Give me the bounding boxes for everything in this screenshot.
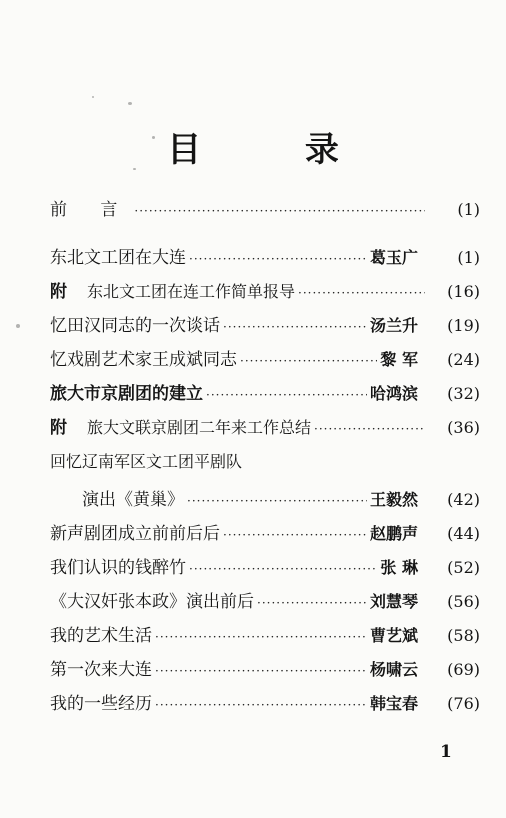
toc-entry-title: 演出《黄巢》 [82,490,184,510]
dot-leader [240,347,377,375]
dot-leader [223,313,367,341]
toc-entry-title: 我们认识的钱醉竹 [50,558,186,578]
toc-entry-author: 韩宝春 [369,694,418,713]
toc-entry-author: 赵鹏声 [369,524,418,543]
toc-entry-title: 旅大文联京剧团二年来工作总结 [87,418,312,437]
toc-entry-title: 回忆辽南军区文工团平剧队 [50,452,243,471]
toc-entry[interactable] [50,346,480,374]
dot-leader [155,691,367,719]
toc-entry-title: 东北文工团在大连 [50,248,186,268]
toc-entry-page: (58) [447,626,480,645]
toc-entry-page: (1) [457,248,480,267]
toc-entry[interactable] [50,244,480,272]
dot-leader [187,487,367,515]
toc-entry-page: (24) [447,350,480,369]
dot-leader [257,589,367,617]
toc-entry[interactable] [50,414,480,442]
toc-entry[interactable] [50,196,480,224]
toc-entry-title: 新声剧团成立前前后后 [50,524,220,544]
toc-entry[interactable] [50,554,480,582]
toc-entry-title: 忆戏剧艺术家王成斌同志 [50,350,237,370]
dot-leader [206,381,367,409]
toc-entry-title: 第一次来大连 [50,660,152,680]
toc-entry[interactable] [50,656,480,684]
dot-leader [189,555,377,583]
toc-entry-page: (56) [447,592,480,611]
toc-entry-page: (76) [447,694,480,713]
toc-entry-page: (44) [447,524,480,543]
toc-entry[interactable] [50,622,480,650]
toc-entry-title: 《大汉奸张本政》演出前后 [50,592,254,612]
toc-entry-title: 我的一些经历 [50,694,152,714]
toc-entry[interactable] [50,448,242,476]
dot-leader [155,623,367,651]
scan-speck [92,96,94,98]
dot-leader [189,245,367,273]
appendix-marker: 附 [50,282,67,302]
toc-entry-author: 哈鸿滨 [369,384,418,403]
page-number: 1 [440,742,452,762]
toc-entry-title: 东北文工团在连工作简单报导 [87,282,296,301]
scan-speck [133,168,136,170]
appendix-marker: 附 [50,418,67,438]
scan-speck [152,136,155,139]
toc-entry-page: (16) [447,282,480,301]
toc-entry-author: 刘慧琴 [369,592,418,611]
dot-leader [155,657,367,685]
toc-entry[interactable] [50,588,480,616]
toc-entry-page: (1) [457,200,480,219]
toc-entry-title: 我的艺术生活 [50,626,152,646]
page-title: 目 录 [167,130,385,170]
toc-entry-page: (52) [447,558,480,577]
scan-speck [16,324,20,328]
dot-leader [314,415,425,443]
toc-entry-page: (19) [447,316,480,335]
toc-entry-author: 王毅然 [369,490,418,509]
toc-entry-page: (69) [447,660,480,679]
toc-entry-author: 葛玉广 [369,248,418,267]
toc-entry-title: 忆田汉同志的一次谈话 [50,316,220,336]
toc-entry-author: 曹艺斌 [369,626,418,645]
toc-entry[interactable] [50,380,480,408]
toc-entry-author: 杨啸云 [369,660,418,679]
dot-leader [223,521,367,549]
toc-entry[interactable] [50,690,480,718]
dot-leader [134,197,425,225]
dot-leader [298,279,425,307]
toc-entry-title: 旅大市京剧团的建立 [50,384,203,404]
toc-entry[interactable] [50,312,480,340]
toc-entry-page: (32) [447,384,480,403]
toc-entry-author: 黎 军 [380,350,418,369]
toc-entry-author: 汤兰升 [369,316,418,335]
toc-entry[interactable] [50,278,480,306]
toc-entry-author: 张 琳 [380,558,418,577]
toc-entry-page: (36) [447,418,480,437]
scan-speck [128,102,132,105]
toc-entry-title: 前 言 [50,200,132,220]
toc-entry[interactable] [50,520,480,548]
toc-entry[interactable] [50,486,480,514]
toc-entry-page: (42) [447,490,480,509]
